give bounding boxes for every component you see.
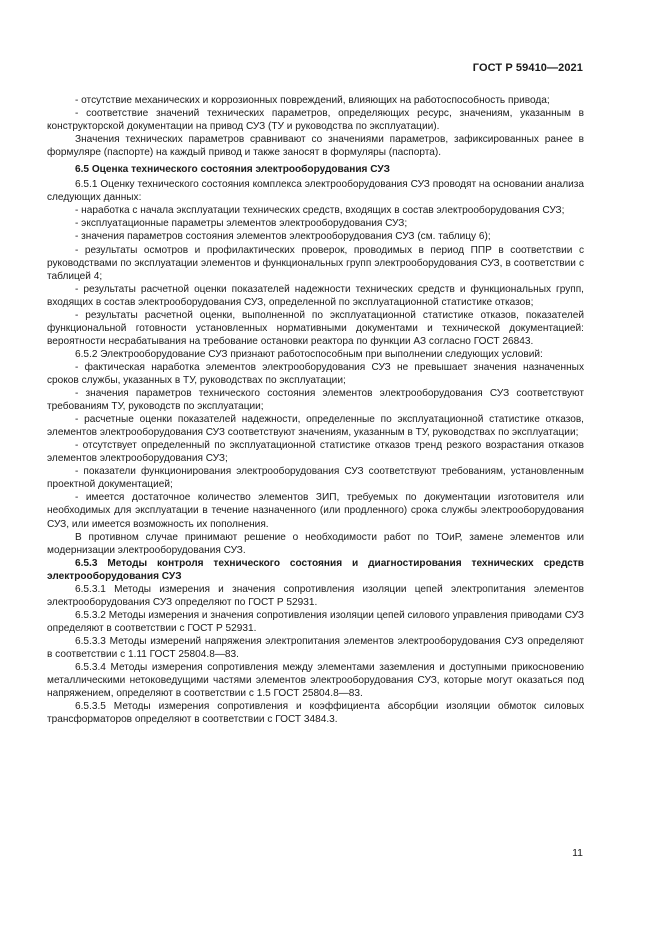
paragraph: 6.5.2 Электрооборудование СУЗ признают работоспособным при выполнении следующих условий: (75, 348, 543, 360)
list-item: - фактическая наработка элементов электрооборудования СУЗ не превышает значения назначенных сроков службы, указанных в ТУ, руководствах по эксплуатации; (47, 361, 584, 386)
paragraph: 6.5.3.1 Методы измерения и значения сопротивления изоляции цепей электропитания элементов электрооборудования СУЗ определяют по ГОСТ Р 52931. (47, 583, 584, 608)
page-number: 11 (572, 847, 583, 859)
paragraph: 6.5.3.4 Методы измерения сопротивления между элементами заземления и доступными прикосновению металлическими нетоковедущими частями элементов электрооборудования СУЗ, которые могут оказаться под напряжением, определяют в соответствии с 1.5 ГОСТ 25804.8—83. (47, 662, 584, 700)
list-item: - результаты расчетной оценки показателей надежности технических средств и функциональных групп, входящих в состав электрооборудования СУЗ, определенной по эксплуатационной статистике отказов; (47, 283, 584, 308)
section-heading: 6.5 Оценка технического состояния электрооборудования СУЗ (75, 164, 390, 176)
list-item: - расчетные оценки показателей надежности, определенные по эксплуатационной статистике отказов, элементов электрооборудования СУЗ соответствуют значениям, указанным в ТУ, руководствах по эксплуатации; (47, 414, 584, 439)
list-item: - значения параметров технического состояния элементов электрооборудования СУЗ соответствуют требованиям ТУ, руководств по эксплуатации; (47, 388, 584, 413)
paragraph: - соответствие значений технических параметров, определяющих ресурс, значениям, указанным в конструкторской документации на привод СУЗ (ТУ и руководства по эксплуатации). (47, 108, 584, 133)
paragraph: - отсутствие механических и коррозионных повреждений, влияющих на работоспособность привода; (75, 95, 550, 106)
document-body (47, 94, 584, 726)
list-item: - имеется достаточное количество элементов ЗИП, требуемых по документации изготовителя или необходимых для эксплуатации в течение назначенного (или продленного) срока службы электрооборудования СУЗ, или имеется возможность их пополнения. (47, 492, 584, 530)
list-item: - наработка с начала эксплуатации технических средств, входящих в состав электрооборудования СУЗ; (75, 205, 565, 217)
list-item: - результаты осмотров и профилактических проверок, проводимых в период ППР в соответствии с руководствами по эксплуатации элементов и функциональных групп электрооборудования СУЗ, в соответствии с таблицей 4; (47, 244, 584, 282)
subsection-heading: 6.5.3 Методы контроля технического состояния и диагностирования технических средств электрооборудования СУЗ (47, 557, 584, 582)
document-designation: ГОСТ Р 59410—2021 (472, 62, 583, 74)
list-item: - показатели функционирования электрооборудования СУЗ соответствуют требованиям, установленным проектной документацией; (47, 466, 584, 491)
paragraph: Значения технических параметров сравнивают со значениями параметров, зафиксированных ранее в формуляре (паспорте) на каждый привод и также заносят в формуляры (паспорта). (47, 134, 584, 159)
list-item: - значения параметров состояния элементов электрооборудования СУЗ (см. таблицу 6); (75, 231, 491, 243)
list-item: - эксплуатационные параметры элементов электрооборудования СУЗ; (75, 218, 408, 230)
paragraph: 6.5.3.3 Методы измерений напряжения электропитания элементов электрооборудования СУЗ определяют в соответствии с 1.11 ГОСТ 25804.8—83. (47, 635, 584, 660)
paragraph: В противном случае принимают решение о необходимости работ по ТОиР, замене элементов или модернизации электрооборудования СУЗ. (47, 531, 584, 556)
list-item: - результаты расчетной оценки, выполненной по эксплуатационной статистике отказов, показателей функциональной готовности установленных нормативными документами и технической документацией: вероятности несрабатывания на требование остановки реактора по функции АЗ согласно ГОСТ 26843. (47, 309, 584, 347)
list-item: - отсутствует определенный по эксплуатационной статистике отказов тренд резкого возрастания отказов элементов электрооборудования СУЗ; (47, 440, 584, 465)
paragraph: 6.5.3.5 Методы измерения сопротивления и коэффициента абсорбции изоляции обмоток силовых трансформаторов определяют в соответствии с ГОСТ 3484.3. (47, 701, 584, 726)
paragraph: 6.5.3.2 Методы измерения и значения сопротивления изоляции цепей силового управления приводами СУЗ определяют в соответствии с ГОСТ Р 52931. (47, 609, 584, 634)
paragraph: 6.5.1 Оценку технического состояния комплекса электрооборудования СУЗ проводят на основании анализа следующих данных: (47, 179, 584, 204)
